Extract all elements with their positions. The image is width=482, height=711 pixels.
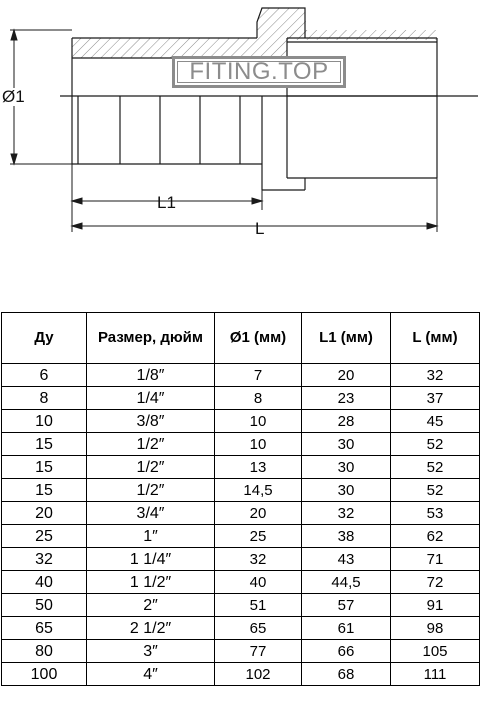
table-row (2, 433, 480, 456)
cell-l1: 44,5 (302, 571, 391, 594)
cell-diameter: 51 (215, 594, 302, 617)
header-size: Размер, дюйм (87, 313, 215, 364)
cell-l1: 57 (302, 594, 391, 617)
header-l1: L1 (мм) (302, 313, 391, 364)
cell-l1: 32 (302, 502, 391, 525)
cell-size: 1/4″ (87, 387, 215, 410)
table-row (2, 387, 480, 410)
cell-l1: 23 (302, 387, 391, 410)
cell-l1: 68 (302, 663, 391, 686)
cell-du: 6 (2, 364, 87, 387)
cell-du: 100 (2, 663, 87, 686)
table-row (2, 479, 480, 502)
cell-l: 71 (391, 548, 480, 571)
cell-l: 52 (391, 433, 480, 456)
cell-l: 62 (391, 525, 480, 548)
cell-l: 52 (391, 479, 480, 502)
table-row (2, 548, 480, 571)
cell-du: 10 (2, 410, 87, 433)
cell-du: 15 (2, 479, 87, 502)
cell-l: 91 (391, 594, 480, 617)
cell-l: 111 (391, 663, 480, 686)
cell-size: 1/2″ (87, 456, 215, 479)
cell-du: 8 (2, 387, 87, 410)
cell-l1: 30 (302, 456, 391, 479)
diameter-label: Ø1 (2, 87, 25, 106)
cell-l: 105 (391, 640, 480, 663)
header-du: Ду (2, 313, 87, 364)
l1-label: L1 (157, 193, 176, 212)
cell-du: 20 (2, 502, 87, 525)
watermark-text: FITING.TOP (189, 58, 329, 85)
cell-diameter: 102 (215, 663, 302, 686)
cell-du: 32 (2, 548, 87, 571)
cell-l: 98 (391, 617, 480, 640)
cell-du: 80 (2, 640, 87, 663)
table-header-row (2, 313, 480, 364)
cell-du: 15 (2, 456, 87, 479)
cell-diameter: 65 (215, 617, 302, 640)
cell-du: 65 (2, 617, 87, 640)
table-row (2, 410, 480, 433)
cell-du: 25 (2, 525, 87, 548)
table-row (2, 571, 480, 594)
table-row (2, 617, 480, 640)
cell-diameter: 40 (215, 571, 302, 594)
table-row (2, 640, 480, 663)
cell-l: 32 (391, 364, 480, 387)
cell-l1: 28 (302, 410, 391, 433)
cell-size: 1/2″ (87, 433, 215, 456)
cell-l: 45 (391, 410, 480, 433)
table-row (2, 364, 480, 387)
cell-diameter: 32 (215, 548, 302, 571)
table-row (2, 502, 480, 525)
cell-l1: 61 (302, 617, 391, 640)
cell-l: 52 (391, 456, 480, 479)
cell-size: 3/4″ (87, 502, 215, 525)
header-diameter: Ø1 (мм) (215, 313, 302, 364)
cell-size: 2″ (87, 594, 215, 617)
cell-l1: 20 (302, 364, 391, 387)
cell-du: 40 (2, 571, 87, 594)
cell-size: 1/8″ (87, 364, 215, 387)
cell-diameter: 77 (215, 640, 302, 663)
cell-size: 4″ (87, 663, 215, 686)
cell-diameter: 20 (215, 502, 302, 525)
cell-diameter: 10 (215, 410, 302, 433)
cell-du: 50 (2, 594, 87, 617)
cell-diameter: 13 (215, 456, 302, 479)
cell-size: 1 1/2″ (87, 571, 215, 594)
cell-l1: 30 (302, 479, 391, 502)
table-row (2, 525, 480, 548)
cell-l1: 66 (302, 640, 391, 663)
watermark-logo (172, 56, 346, 88)
cell-l: 53 (391, 502, 480, 525)
cell-size: 1 1/4″ (87, 548, 215, 571)
cell-l1: 30 (302, 433, 391, 456)
table-row (2, 663, 480, 686)
cell-diameter: 10 (215, 433, 302, 456)
cell-size: 1/2″ (87, 479, 215, 502)
fitting-drawing (0, 0, 482, 250)
cell-l1: 43 (302, 548, 391, 571)
cell-du: 15 (2, 433, 87, 456)
cell-l: 37 (391, 387, 480, 410)
table-body (2, 364, 480, 686)
header-l: L (мм) (391, 313, 480, 364)
cell-l: 72 (391, 571, 480, 594)
cell-size: 2 1/2″ (87, 617, 215, 640)
l-label: L (255, 219, 265, 238)
cell-diameter: 7 (215, 364, 302, 387)
cell-diameter: 14,5 (215, 479, 302, 502)
cell-size: 3″ (87, 640, 215, 663)
section-hatch (72, 8, 437, 58)
cell-size: 1″ (87, 525, 215, 548)
cell-diameter: 25 (215, 525, 302, 548)
cell-l1: 38 (302, 525, 391, 548)
cell-size: 3/8″ (87, 410, 215, 433)
specification-table (1, 312, 480, 686)
table-row (2, 456, 480, 479)
table-row (2, 594, 480, 617)
cell-diameter: 8 (215, 387, 302, 410)
